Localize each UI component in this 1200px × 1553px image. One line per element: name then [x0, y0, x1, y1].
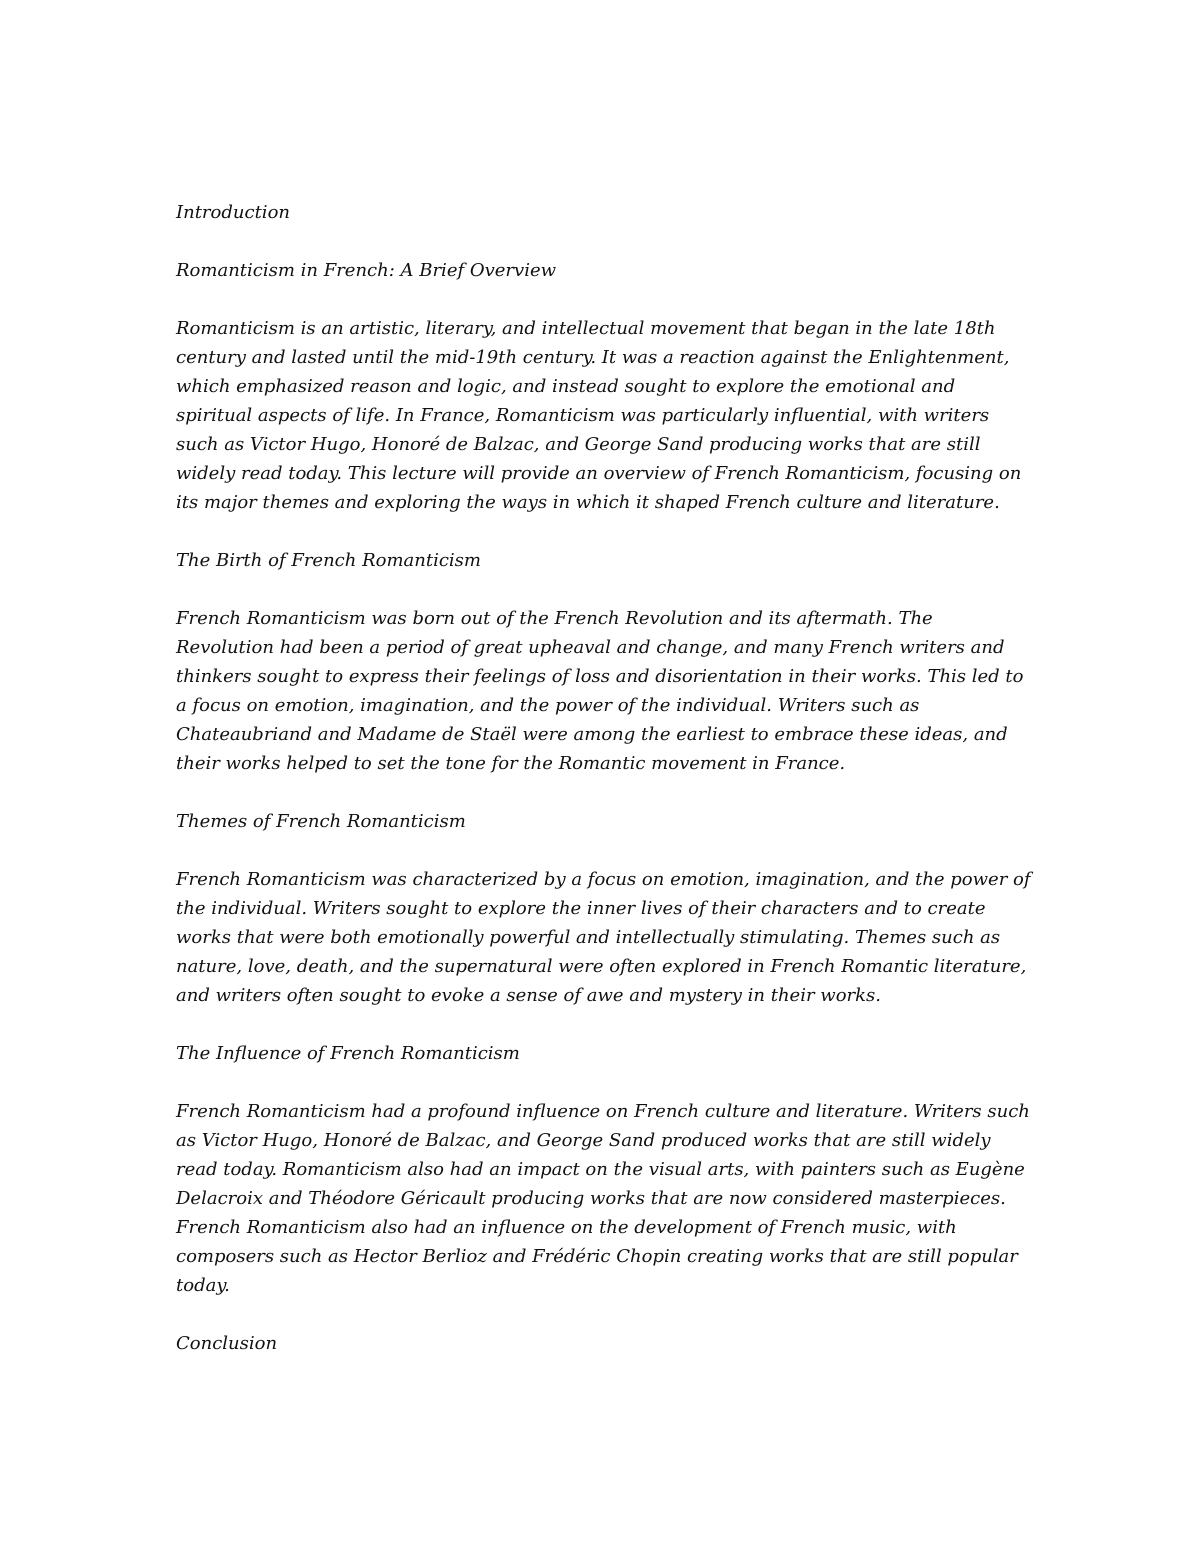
section-heading-conclusion: Conclusion	[176, 1333, 278, 1354]
document-title: Romanticism in French: A Brief Overview	[176, 260, 557, 281]
paragraph-influence: French Romanticism had a profound influence on French culture and literature. Writers such as Victor Hugo, Honoré de Balzac, and George Sand produced works that are still widely read today. Romanticism also had an impact on the visual arts, with painters such as Eugène Delacroix and Théodore Géricault producing works that are now considered masterpieces. French Romanticism also had an influence on the development of French music, with composers such as Hector Berlioz and Frédéric Chopin creating works that are still popular today.	[176, 1101, 1030, 1296]
document-body	[176, 198, 1036, 1387]
section-heading-introduction: Introduction	[176, 202, 290, 223]
paragraph-overview: Romanticism is an artistic, literary, and intellectual movement that began in the late 18th century and lasted until the mid-19th century. It was a reaction against the Enlightenment, which emphasized reason and logic, and instead sought to explore the emotional and spiritual aspects of life. In France, Romanticism was particularly influential, with writers such as Victor Hugo, Honoré de Balzac, and George Sand producing works that are still widely read today. This lecture will provide an overview of French Romanticism, focusing on its major themes and exploring the ways in which it shaped French culture and literature.	[176, 318, 1022, 513]
section-heading-themes: Themes of French Romanticism	[176, 811, 466, 832]
section-heading-birth: The Birth of French Romanticism	[176, 550, 481, 571]
paragraph-birth: French Romanticism was born out of the French Revolution and its aftermath. The Revolution had been a period of great upheaval and change, and many French writers and thinkers sought to express their feelings of loss and disorientation in their works. This led to a focus on emotion, imagination, and the power of the individual. Writers such as Chateaubriand and Madame de Staël were among the earliest to embrace these ideas, and their works helped to set the tone for the Romantic movement in France.	[176, 608, 1024, 774]
paragraph-themes: French Romanticism was characterized by a focus on emotion, imagination, and the power of the individual. Writers sought to explore the inner lives of their characters and to create works that were both emotionally powerful and intellectually stimulating. Themes such as nature, love, death, and the supernatural were often explored in French Romantic literature, and writers often sought to evoke a sense of awe and mystery in their works.	[176, 869, 1031, 1006]
section-heading-influence: The Influence of French Romanticism	[176, 1043, 520, 1064]
